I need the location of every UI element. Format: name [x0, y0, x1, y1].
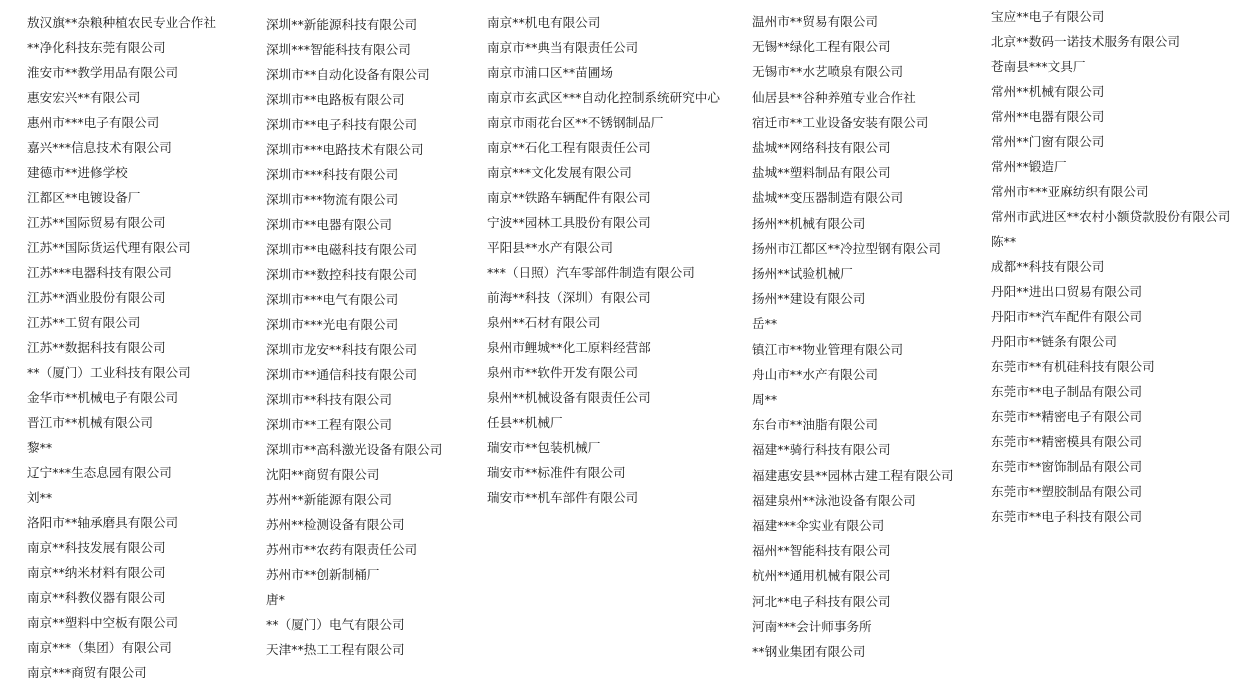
company-entry: 东莞市**电子制品有限公司	[991, 384, 1143, 399]
company-entry: 深圳市**电磁科技有限公司	[266, 242, 418, 257]
company-entry: 淮安市**教学用品有限公司	[27, 65, 179, 80]
company-entry: 苏州**新能源有限公司	[266, 492, 392, 507]
company-entry: 宿迁市**工业设备安装有限公司	[752, 114, 929, 130]
company-entry: 唐*	[266, 592, 285, 607]
company-entry: 瑞安市**标准件有限公司	[487, 465, 626, 480]
company-entry: 福建***伞实业有限公司	[752, 518, 885, 533]
company-entry: 镇江市**物业管理有限公司	[752, 341, 904, 357]
company-entry: 泉州市**软件开发有限公司	[487, 365, 639, 380]
company-entry: **钢业集团有限公司	[752, 644, 866, 659]
company-entry: 无锡**绿化工程有限公司	[752, 39, 891, 55]
company-entry: 江苏**国际贸易有限公司	[27, 215, 166, 230]
company-entry: 南京***文化发展有限公司	[487, 165, 632, 180]
company-entry: 南京**科教仪器有限公司	[27, 590, 166, 605]
company-entry: 东台市**油脂有限公司	[752, 417, 878, 433]
company-entry: 福建**骑行科技有限公司	[752, 442, 891, 458]
company-entry: 江苏**国际货运代理有限公司	[27, 240, 191, 255]
company-entry: 陈**	[991, 234, 1017, 249]
company-entry: 常州**机械有限公司	[991, 84, 1105, 99]
company-entry: 东莞市**有机硅科技有限公司	[991, 359, 1155, 374]
company-entry: 任县**机械厂	[487, 415, 563, 430]
company-entry: 辽宁***生态息园有限公司	[27, 465, 172, 480]
company-entry: 福州**智能科技有限公司	[752, 543, 891, 559]
company-entry: 深圳市**电子科技有限公司	[266, 117, 418, 132]
company-entry: **（厦门）电气有限公司	[266, 617, 405, 632]
company-entry: 扬州市江都区**冷拉型钢有限公司	[752, 240, 941, 256]
company-entry: 河北**电子科技有限公司	[752, 593, 891, 609]
company-entry: 南京市**典当有限责任公司	[487, 40, 639, 55]
company-entry: 北京**数码一诺技术服务有限公司	[991, 34, 1180, 49]
company-entry: 黎**	[27, 440, 53, 455]
company-entry: 东莞市**电子科技有限公司	[991, 509, 1143, 524]
company-entry: 惠安宏兴**有限公司	[27, 90, 141, 105]
company-entry: 深圳市**电路板有限公司	[266, 92, 405, 107]
company-entry: 前海**科技（深圳）有限公司	[487, 290, 651, 305]
company-entry: 丹阳**进出口贸易有限公司	[991, 284, 1143, 299]
company-entry: 深圳市**科技有限公司	[266, 392, 392, 407]
company-entry: 江苏**数据科技有限公司	[27, 340, 166, 355]
company-entry: 无锡市**水艺喷泉有限公司	[752, 64, 904, 80]
company-entry: 宝应**电子有限公司	[991, 9, 1105, 24]
company-entry: 沈阳**商贸有限公司	[266, 467, 380, 482]
company-entry: 常州**门窗有限公司	[991, 134, 1105, 149]
company-entry: 洛阳市**轴承磨具有限公司	[27, 515, 179, 530]
company-entry: 丹阳市**链条有限公司	[991, 334, 1117, 349]
company-entry: 南京市玄武区***自动化控制系统研究中心	[487, 90, 720, 105]
company-entry: 扬州**机械有限公司	[752, 215, 866, 231]
company-entry: 瑞安市**机车部件有限公司	[487, 490, 639, 505]
company-entry: 江都区**电镀设备厂	[27, 190, 141, 205]
company-entry: 深圳***智能科技有限公司	[266, 42, 411, 57]
company-entry: 深圳市***物流有限公司	[266, 192, 399, 207]
company-entry: 舟山市**水产有限公司	[752, 366, 878, 382]
company-entry: 苏州市**农药有限责任公司	[266, 542, 418, 557]
company-entry: 江苏***电器科技有限公司	[27, 265, 172, 280]
company-entry: 温州市**贸易有限公司	[752, 14, 878, 29]
company-entry: 东莞市**塑胶制品有限公司	[991, 484, 1143, 499]
company-entry: 深圳市龙安**科技有限公司	[266, 342, 418, 357]
company-entry: 刘**	[27, 490, 53, 505]
company-entry: 盐城**塑料制品有限公司	[752, 165, 891, 181]
company-entry: 常州市***亚麻纺织有限公司	[991, 184, 1149, 199]
company-entry: 南京**纳米材料有限公司	[27, 565, 166, 580]
company-entry: **（厦门）工业科技有限公司	[27, 365, 191, 380]
company-entry: 金华市**机械电子有限公司	[27, 390, 179, 405]
company-entry: 常州市武进区**农村小额贷款股份有限公司	[991, 209, 1231, 224]
company-entry: 泉州市鲤城**化工原料经营部	[487, 340, 651, 355]
company-entry: 岳**	[752, 316, 778, 332]
company-entry: 南京市浦口区**苗圃场	[487, 65, 613, 80]
company-entry: 深圳市**数控科技有限公司	[266, 267, 418, 282]
company-entry: 深圳**新能源科技有限公司	[266, 17, 418, 32]
company-entry: 建德市**进修学校	[27, 165, 128, 180]
company-entry: 深圳市***科技有限公司	[266, 167, 399, 182]
company-entry: 常州**电器有限公司	[991, 109, 1105, 124]
company-entry: 深圳市**工程有限公司	[266, 417, 392, 432]
company-entry: 杭州**通用机械有限公司	[752, 568, 891, 584]
company-entry: 平阳县**水产有限公司	[487, 240, 613, 255]
company-entry: 东莞市**精密电子有限公司	[991, 409, 1143, 424]
company-entry: **净化科技东莞有限公司	[27, 40, 166, 55]
company-entry: 南京市雨花台区**不锈钢制品厂	[487, 115, 664, 130]
company-entry: 盐城**变压器制造有限公司	[752, 190, 904, 206]
company-entry: 泉州**机械设备有限责任公司	[487, 390, 651, 405]
company-entry: 深圳市***电路技术有限公司	[266, 142, 424, 157]
company-entry: 南京***（集团）有限公司	[27, 640, 172, 655]
company-entry: 福建惠安县**园林古建工程有限公司	[752, 467, 954, 483]
company-entry: 常州**锻造厂	[991, 159, 1067, 174]
company-entry: 丹阳市**汽车配件有限公司	[991, 309, 1143, 324]
company-entry: 深圳市***光电有限公司	[266, 317, 399, 332]
company-entry: 扬州**试验机械厂	[752, 266, 853, 281]
company-entry: 盐城**网络科技有限公司	[752, 140, 891, 155]
company-entry: 南京**铁路车辆配件有限公司	[487, 190, 651, 205]
company-entry: 天津**热工工程有限公司	[266, 642, 405, 657]
company-entry: 仙居县**谷种养殖专业合作社	[752, 89, 916, 105]
company-entry: 苏州**检测设备有限公司	[266, 517, 405, 532]
company-entry: 东莞市**窗饰制品有限公司	[991, 459, 1143, 474]
company-entry: 深圳市***电气有限公司	[266, 292, 399, 307]
company-entry: 宁波**园林工具股份有限公司	[487, 215, 651, 230]
company-entry: 苏州市**创新制桶厂	[266, 567, 380, 582]
company-entry: 南京**塑料中空板有限公司	[27, 615, 179, 630]
company-entry: 南京**机电有限公司	[487, 15, 601, 30]
company-entry: 江苏**工贸有限公司	[27, 315, 141, 330]
company-entry: 成都**科技有限公司	[991, 259, 1105, 274]
company-entry: 苍南县***文具厂	[991, 59, 1086, 74]
company-entry: 南京**石化工程有限责任公司	[487, 140, 651, 155]
company-entry: ***（日照）汽车零部件制造有限公司	[487, 265, 695, 280]
company-entry: 南京***商贸有限公司	[27, 665, 147, 680]
company-entry: 福建泉州**泳池设备有限公司	[752, 492, 916, 508]
company-entry: 东莞市**精密模具有限公司	[991, 434, 1143, 449]
company-entry: 深圳市**高科激光设备有限公司	[266, 442, 443, 457]
company-entry: 扬州**建设有限公司	[752, 291, 866, 307]
company-entry: 嘉兴***信息技术有限公司	[27, 140, 172, 155]
company-entry: 深圳市**自动化设备有限公司	[266, 67, 430, 82]
company-entry: 泉州**石材有限公司	[487, 315, 601, 330]
company-entry: 晋江市**机械有限公司	[27, 415, 153, 430]
company-entry: 江苏**酒业股份有限公司	[27, 290, 166, 305]
company-entry: 南京**科技发展有限公司	[27, 540, 166, 555]
company-entry: 周**	[752, 392, 778, 407]
company-entry: 深圳市**通信科技有限公司	[266, 367, 418, 382]
company-entry: 深圳市**电器有限公司	[266, 217, 392, 232]
company-entry: 瑞安市**包装机械厂	[487, 440, 601, 455]
company-entry: 河南***会计师事务所	[752, 618, 872, 634]
company-entry: 敖汉旗**杂粮种植农民专业合作社	[27, 15, 216, 30]
company-entry: 惠州市***电子有限公司	[27, 115, 160, 130]
